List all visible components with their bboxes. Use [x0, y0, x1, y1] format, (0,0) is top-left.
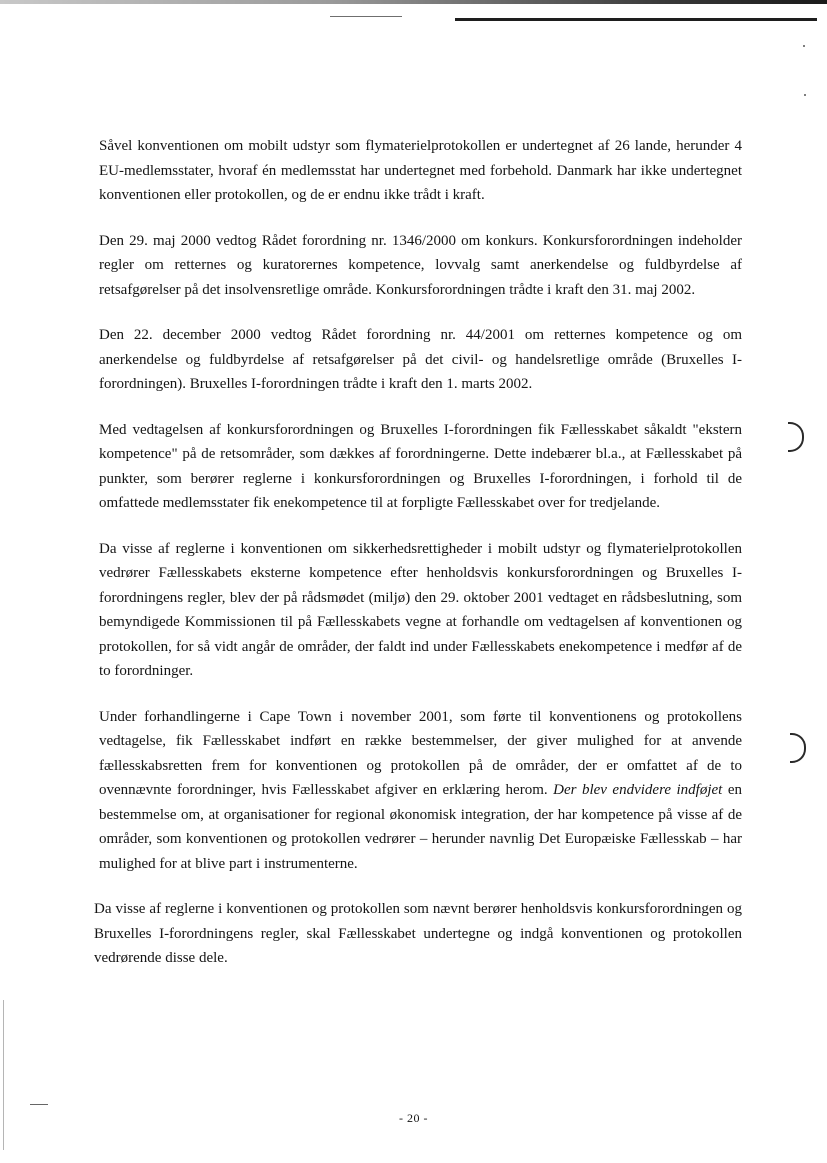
scan-mark [30, 1104, 48, 1105]
paragraph-6-italic: Der blev endvidere indføjet [553, 782, 723, 798]
paragraph-3: Den 22. december 2000 vedtog Rådet forordning nr. 44/2001 om retternes kompetence og om anerkendelse og fuldbyrdelse af retsafgørelser på det civil- og handelsretlige område (Bruxelles I-forordningen). Bruxelles I-forordningen trådte i kraft den 1. marts 2002. [99, 327, 742, 392]
scan-speck [803, 45, 805, 47]
punch-hole-mark [790, 733, 806, 763]
scan-edge-top [0, 0, 827, 4]
paragraph-6-rest: en bestemmelse om, at organisationer for regional økonomisk integration, der har kompetence på visse af de områder, som konventionen og protokollen vedrører – herunder navnlig Det Europæiske Fællesskab – har mulighed for at blive part i instrumenterne. [99, 782, 742, 872]
paragraph-2: Den 29. maj 2000 vedtog Rådet forordning nr. 1346/2000 om konkurs. Konkursforordningen indeholder regler om retternes og kuratorernes kompetence, lovvalg samt anerkendelse og fuldbyrdelse af retsafgørelser på det insolvensretlige område. Konkursforordningen trådte i kraft den 31. maj 2002. [99, 232, 742, 298]
header-rule-long [455, 18, 817, 21]
paragraph-6-text: Under forhandlingerne i Cape Town i november 2001, som førte til konventionens og protokollens vedtagelse, fik Fællesskabet indført en række bestemmelser, der giver mulighed for at anvende fællesskabsretten frem for konventionen og protokollen på de områder, der er omfattet af de to ovennævnte forordninger, hvis Fællesskabet afgiver en erklæring herom. [99, 708, 742, 798]
punch-hole-mark [788, 422, 804, 452]
body-text [94, 134, 742, 992]
paragraph-6 [99, 705, 742, 877]
scan-edge-left [3, 1000, 4, 1150]
paragraph-7: Da visse af reglerne i konventionen og protokollen som nævnt berører henholdsvis konkursforordningen og Bruxelles I-forordningens regler, skal Fællesskabet undertegne og indgå konventionen og protokollen vedrørende disse dele. [94, 901, 742, 966]
scan-speck [804, 94, 806, 96]
header-rule-short [330, 16, 402, 17]
paragraph-1: Såvel konventionen om mobilt udstyr som flymaterielprotokollen er undertegnet af 26 lande, herunder 4 EU-medlemsstater, hvoraf én medlemsstat har undertegnet med forbehold. Danmark har ikke undertegnet konventionen eller protokollen, og de er endnu ikke trådt i kraft. [99, 138, 742, 203]
paragraph-4: Med vedtagelsen af konkursforordningen og Bruxelles I-forordningen fik Fællesskabet såkaldt "ekstern kompetence" på de retsområder, som dækkes af forordningerne. Dette indebærer bl.a., at Fællesskabet på punkter, som berører reglerne i konkursforordningen og Bruxelles I-forordningen, i forhold til de omfattede medlemsstater fik enekompetence til at forpligte Fællesskabet over for tredjelande. [99, 421, 742, 511]
page-number: - 20 - [399, 1111, 428, 1125]
paragraph-5: Da visse af reglerne i konventionen om sikkerhedsrettigheder i mobilt udstyr og flymaterielprotokollen vedrører Fællesskabets eksterne kompetence efter henholdsvis konkursforordningen og Bruxelles I-forordningens regler, blev der på rådsmødet (miljø) den 29. oktober 2001 vedtaget en rådsbeslutning, som bemyndigede Kommissionen til på Fællesskabets vegne at forhandle om vedtagelsen af konventionen og protokollen, for så vidt angår de områder, der faldt ind under Fællesskabets enekompetence i medfør af de to forordninger. [99, 540, 742, 679]
